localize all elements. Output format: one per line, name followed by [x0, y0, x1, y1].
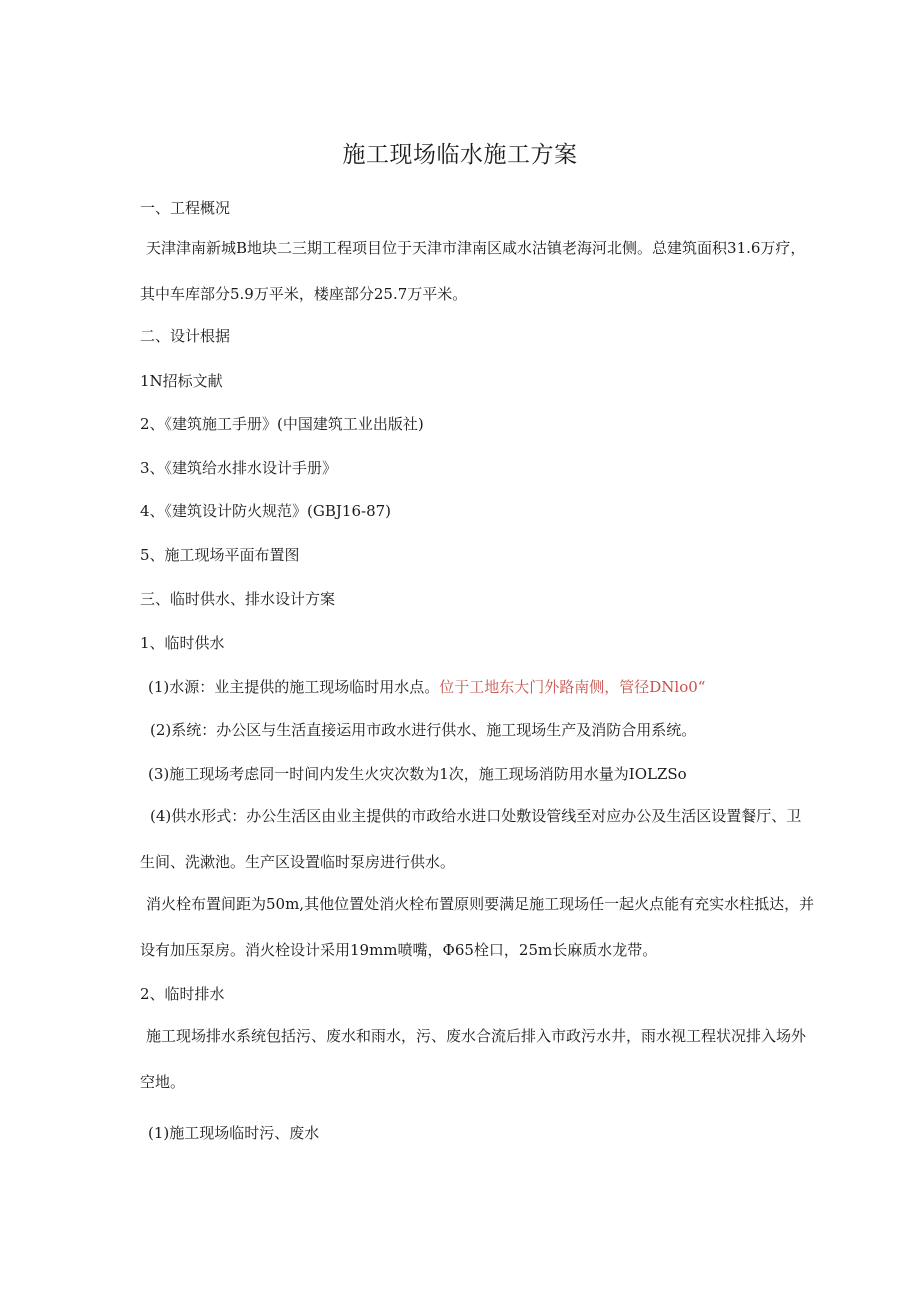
- section-heading-basis: 二、设计根据: [140, 327, 231, 345]
- basis-item-1: 1N招标文献: [140, 372, 223, 390]
- basis-item-5: 5、施工现场平面布置图: [140, 546, 300, 564]
- section-heading-plan: 三、临时供水、排水设计方案: [140, 590, 336, 608]
- drainage-paragraph: 施工现场排水系统包括污、废水和雨水，污、废水合流后排入市政污水井，雨水视工程状况排入场外空地。: [140, 1027, 807, 1091]
- overview-line-2: 其中车库部分5.9万平米，楼座部分25.7万平米。: [140, 285, 468, 303]
- drainage-item-1: (1)施工现场临时污、废水: [148, 1124, 320, 1142]
- supply-item-3: (3)施工现场考虑同一时间内发生火灾次数为1次，施工现场消防用水量为IOLZSo: [148, 765, 687, 783]
- supply-item-1-highlight: 位于工地东大门外路南侧，管径DNlo0“: [439, 678, 706, 696]
- document-title: 施工现场临水施工方案: [342, 142, 578, 168]
- basis-item-4: 4、《建筑设计防火规范》(GBJ16-87): [140, 502, 392, 520]
- hydrant-paragraph: 消火栓布置间距为50m,其他位置处消火栓布置原则要满足施工现场任一起火点能有充实水柱抵达，并设有加压泵房。消火栓设计采用19mm喷嘴，Φ65栓口，25m长麻质水龙带。: [140, 895, 815, 959]
- supply-item-4: (4)供水形式：办公生活区由业主提供的市政给水进口处敷设管线至对应办公及生活区设置餐厅、卫生间、洗漱池。生产区设置临时泵房进行供水。: [140, 807, 802, 871]
- basis-item-2: 2、《建筑施工手册》(中国建筑工业出版社): [140, 415, 424, 433]
- supply-item-2: (2)系统：办公区与生活直接运用市政水进行供水、施工现场生产及消防合用系统。: [150, 721, 697, 739]
- supply-heading: 1、临时供水: [140, 634, 225, 652]
- basis-item-3: 3、《建筑给水排水设计手册》: [140, 459, 338, 477]
- supply-item-1-text: (1)水源：业主提供的施工现场临时用水点。: [148, 678, 440, 696]
- supply-item-1: [148, 676, 705, 697]
- overview-line-1: 天津津南新城B地块二三期工程项目位于天津市津南区咸水沽镇老海河北侧。总建筑面积31.6万疗，: [146, 239, 806, 257]
- section-heading-overview: 一、工程概况: [140, 199, 231, 217]
- drainage-heading: 2、临时排水: [140, 985, 225, 1003]
